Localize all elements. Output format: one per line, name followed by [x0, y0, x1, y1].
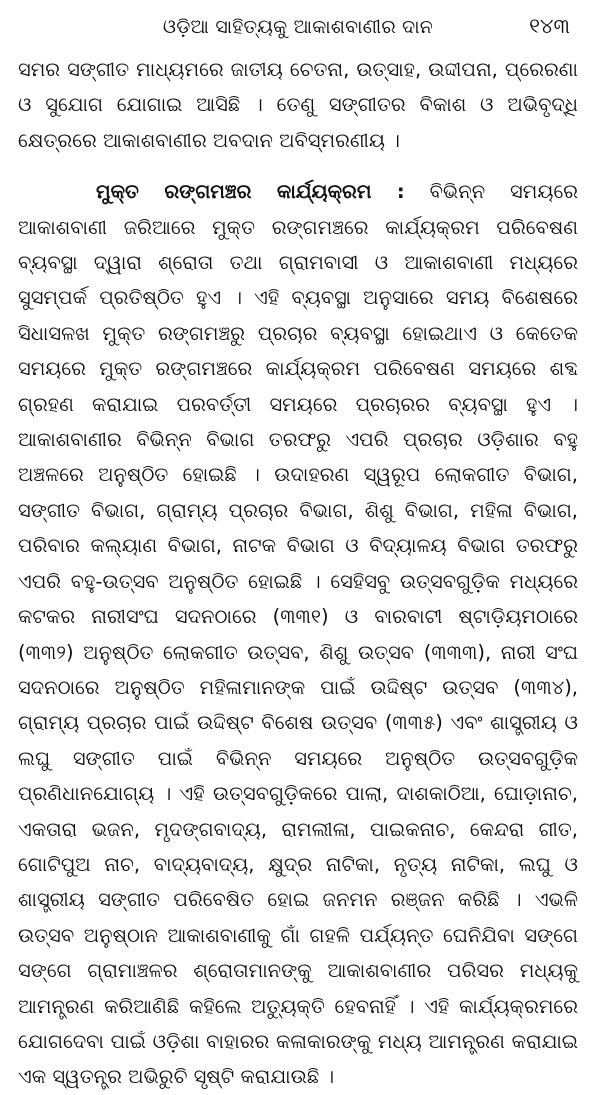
section-heading: ମୁକ୍ତ ରଙ୍ଗମଞ୍ଚର କାର୍ଯ୍ୟକ୍ରମ :: [96, 180, 405, 204]
running-title: ଓଡ଼ିଆ ସାହିତ୍ୟକୁ ଆକାଶବାଣୀର ଦାନ: [162, 16, 434, 38]
paragraph-body: ବିଭିନ୍ନ ସମୟରେ ଆକାଶବାଣୀ ଜରିଆରେ ମୁକ୍ତ ରଙ୍ଗମଞ୍ଚରେ କାର୍ଯ୍ୟକ୍ରମ ପରିବେଷଣ ବ୍ୟବସ୍ଥା ଦ୍ୱାରା ଶ୍ରୋତା ତଥା ଗ୍ରାମବାସୀ ଓ ଆକାଶବାଣୀ ମଧ୍ୟରେ ସୁସମ୍ପର୍କ ପ୍ରତିଷ୍ଠିତ ହୁଏ । ଏହି ବ୍ୟବସ୍ଥା ଅନୁସାରେ ସମୟ ବିଶେଷରେ ସିଧାସଳଖ ମୁକ୍ତ ରଙ୍ଗମଞ୍ଚରୁ ପ୍ରଚାର ବ୍ୟବସ୍ଥା ହୋଇଥାଏ ଓ କେତେକ ସମୟରେ ମୁକ୍ତ ରଙ୍ଗମଞ୍ଚରେ କାର୍ଯ୍ୟକ୍ରମ ପରିବେଷଣ ସମୟରେ ଶବ୍ଦ ଗ୍ରହଣ କରାଯାଇ ପରବର୍ତ୍ତୀ ସମୟରେ ପ୍ରଚାରର ବ୍ୟବସ୍ଥା ହୁଏ । ଆକାଶବାଣୀର ବିଭିନ୍ନ ବିଭାଗ ତରଫରୁ ଏପରି ପ୍ରଚାର ଓଡ଼ିଶାର ବହୁ ଅଞ୍ଚଳରେ ଅନୁଷ୍ଠିତ ହୋଇଛି । ଉଦାହରଣ ସ୍ୱରୂପ ଲୋକଗୀତ ବିଭାଗ, ସଙ୍ଗୀତ ବିଭାଗ, ଗ୍ରାମ୍ୟ ପ୍ରଚାର ବିଭାଗ, ଶିଶୁ ବିଭାଗ, ମହିଳା ବିଭାଗ, ପରିବାର କଲ୍ୟାଣ ବିଭାଗ, ନାଟକ ବିଭାଗ ଓ ବିଦ୍ୟାଳୟ ବିଭାଗ ତରଫରୁ ଏପରି ବହୁ-ଉତ୍ସବ ଅନୁଷ୍ଠିତ ହୋଇଛି । ସେହିସବୁ ଉତ୍ସବଗୁଡ଼ିକ ମଧ୍ୟରେ କଟକର ନାରୀସଂଘ ସଦନଠାରେ (୩୩୧) ଓ ବାରବାଟୀ ଷ୍ଟାଡ଼ିୟମଠାରେ (୩୩୨) ଅନୁଷ୍ଠିତ ଲୋକଗୀତ ଉତ୍ସବ, ଶିଶୁ ଉତ୍ସବ (୩୩୩), ନାରୀ ସଂଘ ସଦନଠାରେ ଅନୁଷ୍ଠିତ ମହିଳାମାନଙ୍କ ପାଇଁ ଉଦ୍ଦିଷ୍ଟ ଉତ୍ସବ (୩୩୪), ଗ୍ରାମ୍ୟ ପ୍ରଚାର ପାଇଁ ଉଦ୍ଦିଷ୍ଟ ବିଶେଷ ଉତ୍ସବ (୩୩୫) ଏବଂ ଶାସ୍ତ୍ରୀୟ ଓ ଲଘୁ ସଙ୍ଗୀତ ପାଇଁ ବିଭିନ୍ନ ସମୟରେ ଅନୁଷ୍ଠିତ ଉତ୍ସବଗୁଡ଼ିକ ପ୍ରଣିଧାନଯୋଗ୍ୟ । ଏହି ଉତ୍ସବଗୁଡ଼ିକରେ ପାଲା, ଦାଶକାଠିଆ, ଘୋଡ଼ାନାଚ, ଏକତାରା ଭଜନ, ମୃଦଙ୍ଗବାଦ୍ୟ, ରାମଲୀଳା, ପାଇକନାଚ, କେନ୍ଦରା ଗୀତ, ଗୋଟିପୁଅ ନାଚ, ବାଦ୍ୟବାଦ୍ୟ, କ୍ଷୁଦ୍ର ନାଟିକା, ନୃତ୍ୟ ନାଟିକା, ଲଘୁ ଓ ଶାସ୍ତ୍ରୀୟ ସଙ୍ଗୀତ ପରିବେଷିତ ହୋଇ ଜନମନ ରଞ୍ଜନ କରିଛି । ଏଭଳି ଉତ୍ସବ ଅନୁଷ୍ଠାନ ଆକାଶବାଣୀକୁ ଗାଁ ଗହଳି ପର୍ଯ୍ୟନ୍ତ ଘେନିଯିବା ସଙ୍ଗେ ସଙ୍ଗେ ଗ୍ରାମାଞ୍ଚଳର ଶ୍ରୋତାମାନଙ୍କୁ ଆକାଶବାଣୀର ପରିସର ମଧ୍ୟକୁ ଆମନ୍ତ୍ରଣ କରିଆଣିଛି କହିଲେ ଅତ୍ୟୁକ୍ତି ହେବନାହିଁ । ଏହି କାର୍ଯ୍ୟକ୍ରମରେ ଯୋଗଦେବା ପାଇଁ ଓଡ଼ିଶା ବାହାରର କଳାକାରଙ୍କୁ ମଧ୍ୟ ଆମନ୍ତ୍ରଣ କରାଯାଇ ଏକ ସ୍ୱତନ୍ତ୍ର ଅଭିରୁଚି ସୃଷ୍ଟି କରାଯାଉଛି ।: [18, 180, 578, 1089]
running-header: [18, 12, 578, 46]
paragraph-intro: ସମର ସଙ୍ଗୀତ ମାଧ୍ୟମରେ ଜାତୀୟ ଚେତନା, ଉତ୍ସାହ, ଉଦ୍ଦୀପନା, ପ୍ରେରଣା ଓ ସୁଯୋଗ ଯୋଗାଇ ଆସିଛି । ତେଣୁ ସଙ୍ଗୀତର ବିକାଶ ଓ ଅଭିବୃଦ୍ଧି କ୍ଷେତ୍ରରେ ଆକାଶବାଣୀର ଅବଦାନ ଅବିସ୍ମରଣୀୟ ।: [18, 58, 578, 152]
body-text: [18, 52, 578, 1095]
paragraph-open-stage: [18, 174, 578, 1095]
page-number: ୧୪୩: [529, 14, 570, 38]
